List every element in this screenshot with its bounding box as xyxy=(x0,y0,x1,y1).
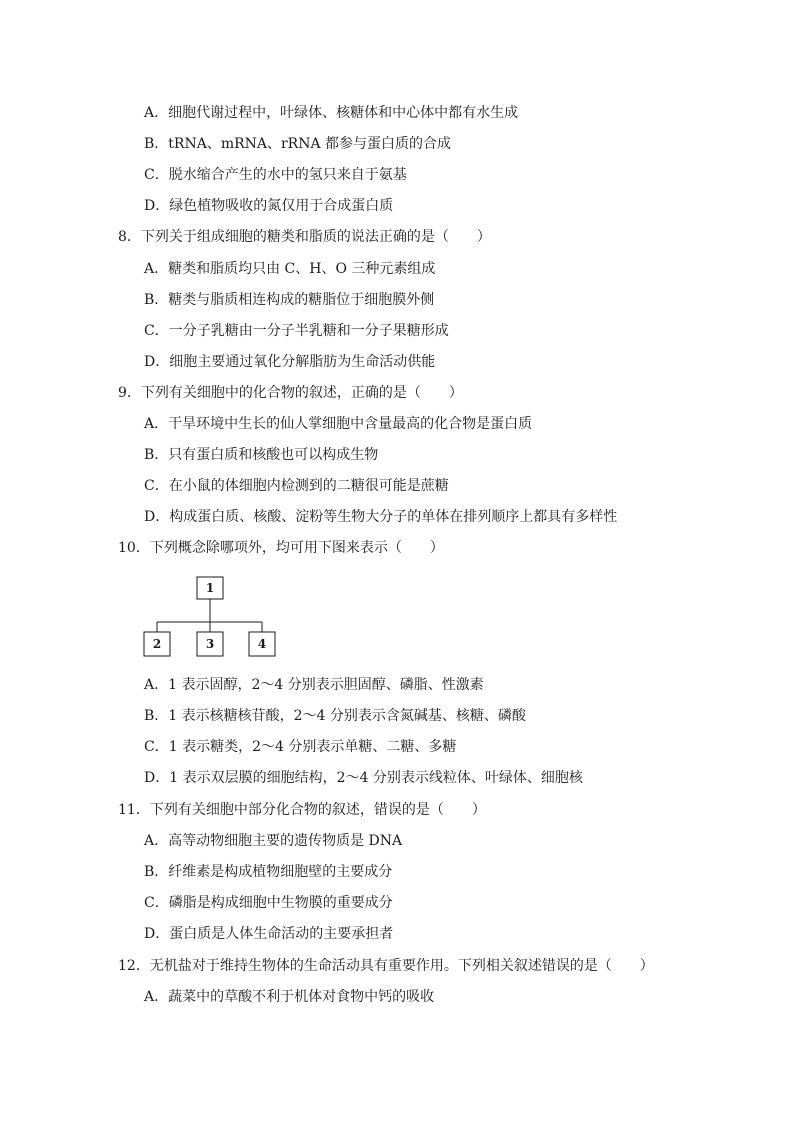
option-9c: C．在小鼠的体细胞内检测到的二糖很可能是蔗糖 xyxy=(144,478,449,494)
option-8a: A．糖类和脂质均只由 C、H、O 三种元素组成 xyxy=(144,261,436,277)
node-child-3 xyxy=(249,632,275,656)
option-9d: D．构成蛋白质、核酸、淀粉等生物大分子的单体在排列顺序上都具有多样性 xyxy=(144,509,618,525)
question-12: 12．无机盐对于维持生物体的生命活动具有重要作用。下列相关叙述错误的是（ ） xyxy=(118,958,654,974)
question-8: 8．下列关于组成细胞的糖类和脂质的说法正确的是（ ） xyxy=(118,229,491,245)
option-10a: A．1 表示固醇，2～4 分别表示胆固醇、磷脂、性激素 xyxy=(144,677,484,693)
option-10c: C．1 表示糖类，2～4 分别表示单糖、二糖、多糖 xyxy=(144,739,457,755)
concept-tree-diagram xyxy=(143,575,283,659)
node-child-2-label: 3 xyxy=(205,637,215,651)
option-7b: B．tRNA、mRNA、rRNA 都参与蛋白质的合成 xyxy=(144,136,452,152)
option-7c: C．脱水缩合产生的水中的氢只来自于氨基 xyxy=(144,167,407,183)
option-10d: D．1 表示双层膜的细胞结构，2～4 分别表示线粒体、叶绿体、细胞核 xyxy=(144,770,583,786)
tree-connectors xyxy=(157,599,262,632)
node-child-2 xyxy=(197,632,223,656)
node-top-label: 1 xyxy=(205,581,215,595)
question-9: 9．下列有关细胞中的化合物的叙述，正确的是（ ） xyxy=(118,385,463,401)
option-9b: B．只有蛋白质和核酸也可以构成生物 xyxy=(144,447,379,463)
option-11b: B．纤维素是构成植物细胞壁的主要成分 xyxy=(144,864,393,880)
node-top xyxy=(197,577,223,599)
option-8d: D．细胞主要通过氧化分解脂肪为生命活动供能 xyxy=(144,354,436,370)
option-9a: A．干旱环境中生长的仙人掌细胞中含量最高的化合物是蛋白质 xyxy=(144,416,533,432)
question-11: 11．下列有关细胞中部分化合物的叙述，错误的是（ ） xyxy=(118,802,486,818)
option-11a: A．高等动物细胞主要的遗传物质是 DNA xyxy=(144,833,403,849)
option-11d: D．蛋白质是人体生命活动的主要承担者 xyxy=(144,926,394,942)
question-10: 10．下列概念除哪项外，均可用下图来表示（ ） xyxy=(118,540,444,556)
option-12a: A．蔬菜中的草酸不利于机体对食物中钙的吸收 xyxy=(144,989,435,1005)
node-child-3-label: 4 xyxy=(257,637,267,651)
node-child-1 xyxy=(144,632,170,656)
node-child-1-label: 2 xyxy=(152,637,162,651)
option-11c: C．磷脂是构成细胞中生物膜的重要成分 xyxy=(144,895,393,911)
option-8c: C．一分子乳糖由一分子半乳糖和一分子果糖形成 xyxy=(144,323,449,339)
option-10b: B．1 表示核糖核苷酸，2～4 分别表示含氮碱基、核糖、磷酸 xyxy=(144,708,526,724)
option-7d: D．绿色植物吸收的氮仅用于合成蛋白质 xyxy=(144,198,394,214)
option-8b: B．糖类与脂质相连构成的糖脂位于细胞膜外侧 xyxy=(144,292,435,308)
option-7a: A．细胞代谢过程中，叶绿体、核糖体和中心体中都有水生成 xyxy=(144,105,519,121)
